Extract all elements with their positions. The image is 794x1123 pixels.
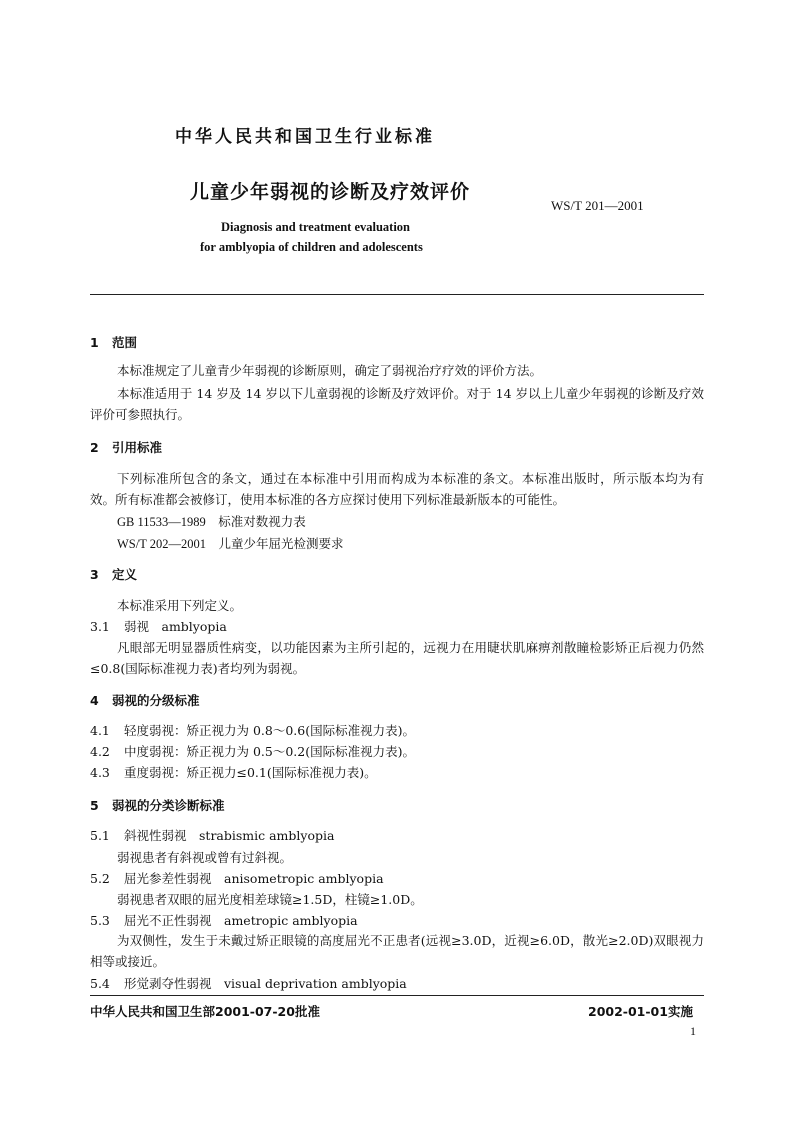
- paragraph: 下列标准所包含的条文，通过在本标准中引用而构成为本标准的条文。本标准出版时，所示版本均为有效。所有标准都会被修订，使用本标准的各方应探讨使用下列标准最新版本的可能性。: [90, 471, 704, 507]
- section-number: 4: [90, 693, 99, 708]
- term: 形觉剥夺性弱视 visual deprivation amblyopia: [124, 976, 407, 991]
- english-title-line1: Diagnosis and treatment evaluation: [221, 220, 411, 234]
- term: 屈光不正性弱视 ametropic amblyopia: [124, 913, 358, 928]
- clause-text: 弱视患者有斜视或曾有过斜视。: [117, 850, 293, 865]
- clause-text: 中度弱视：矫正视力为 0.5～0.2(国际标准视力表)。: [124, 744, 415, 759]
- list-item: [90, 911, 358, 929]
- definition-term: [90, 617, 227, 635]
- section-heading: [90, 333, 137, 351]
- section-number: 1: [90, 335, 99, 350]
- term: 斜视性弱视 strabismic amblyopia: [124, 828, 335, 843]
- list-item: [90, 974, 407, 992]
- section-heading: [90, 565, 137, 583]
- document-title: 儿童少年弱视的诊断及疗效评价: [190, 181, 471, 203]
- list-item: [90, 742, 415, 760]
- definition-text: 凡眼部无明显器质性病变，以功能因素为主所引起的，远视力在用睫状肌麻痹剂散瞳检影矫正后视力仍然≤0.8(国际标准视力表)者均列为弱视。: [90, 640, 704, 676]
- reference-item: GB 11533—1989 标准对数视力表: [117, 515, 306, 529]
- clause-number: 4.3: [90, 765, 110, 780]
- section-number: 2: [90, 440, 99, 455]
- section-title: 引用标准: [112, 440, 163, 455]
- standard-code: WS/T 201—2001: [551, 198, 644, 213]
- clause-number: 4.2: [90, 744, 110, 759]
- clause-text: 为双侧性，发生于未戴过矫正眼镜的高度屈光不正患者(远视≥3.0D，近视≥6.0D，散光≥2.0D)双眼视力相等或接近。: [90, 933, 704, 969]
- page-number: 1: [690, 1024, 696, 1038]
- section-title: 弱视的分级标准: [112, 693, 200, 708]
- section-title: 定义: [112, 567, 138, 582]
- section-number: 5: [90, 798, 99, 813]
- paragraph: 本标准适用于 14 岁及 14 岁以下儿童弱视的诊断及疗效评价。对于 14 岁以上儿童少年弱视的诊断及疗效评价可参照执行。: [90, 386, 704, 422]
- list-item: [90, 763, 377, 781]
- clause-number: 3.1: [90, 619, 110, 634]
- implementation-date: 2002-01-01实施: [588, 1004, 693, 1019]
- section-heading: [90, 438, 162, 456]
- clause-number: 5.1: [90, 828, 110, 843]
- section-heading: [90, 796, 225, 814]
- footer-divider: [90, 995, 704, 996]
- paragraph: 本标准规定了儿童青少年弱视的诊断原则，确定了弱视治疗疗效的评价方法。: [117, 363, 543, 378]
- section-number: 3: [90, 567, 99, 582]
- english-title-line2: for amblyopia of children and adolescents: [200, 240, 423, 254]
- list-item: [90, 869, 384, 887]
- header-divider: [90, 294, 704, 295]
- reference-item: WS/T 202—2001 儿童少年屈光检测要求: [117, 537, 344, 551]
- clause-number: 5.3: [90, 913, 110, 928]
- section-title: 弱视的分类诊断标准: [112, 798, 225, 813]
- paragraph: 本标准采用下列定义。: [117, 598, 243, 613]
- clause-number: 4.1: [90, 723, 110, 738]
- standard-category: 中华人民共和国卫生行业标准: [175, 127, 435, 147]
- list-item: [90, 826, 334, 844]
- section-heading: [90, 691, 200, 709]
- clause-text: 弱视患者双眼的屈光度相差球镜≥1.5D，柱镜≥1.0D。: [117, 892, 423, 907]
- clause-number: 5.2: [90, 871, 110, 886]
- clause-text: 轻度弱视：矫正视力为 0.8～0.6(国际标准视力表)。: [124, 723, 415, 738]
- term: 弱视 amblyopia: [124, 619, 227, 634]
- approval-info: 中华人民共和国卫生部2001-07-20批准: [90, 1004, 320, 1019]
- list-item: [90, 721, 415, 739]
- section-title: 范围: [112, 335, 138, 350]
- term: 屈光参差性弱视 anisometropic amblyopia: [124, 871, 384, 886]
- clause-number: 5.4: [90, 976, 110, 991]
- clause-text: 重度弱视：矫正视力≤0.1(国际标准视力表)。: [124, 765, 377, 780]
